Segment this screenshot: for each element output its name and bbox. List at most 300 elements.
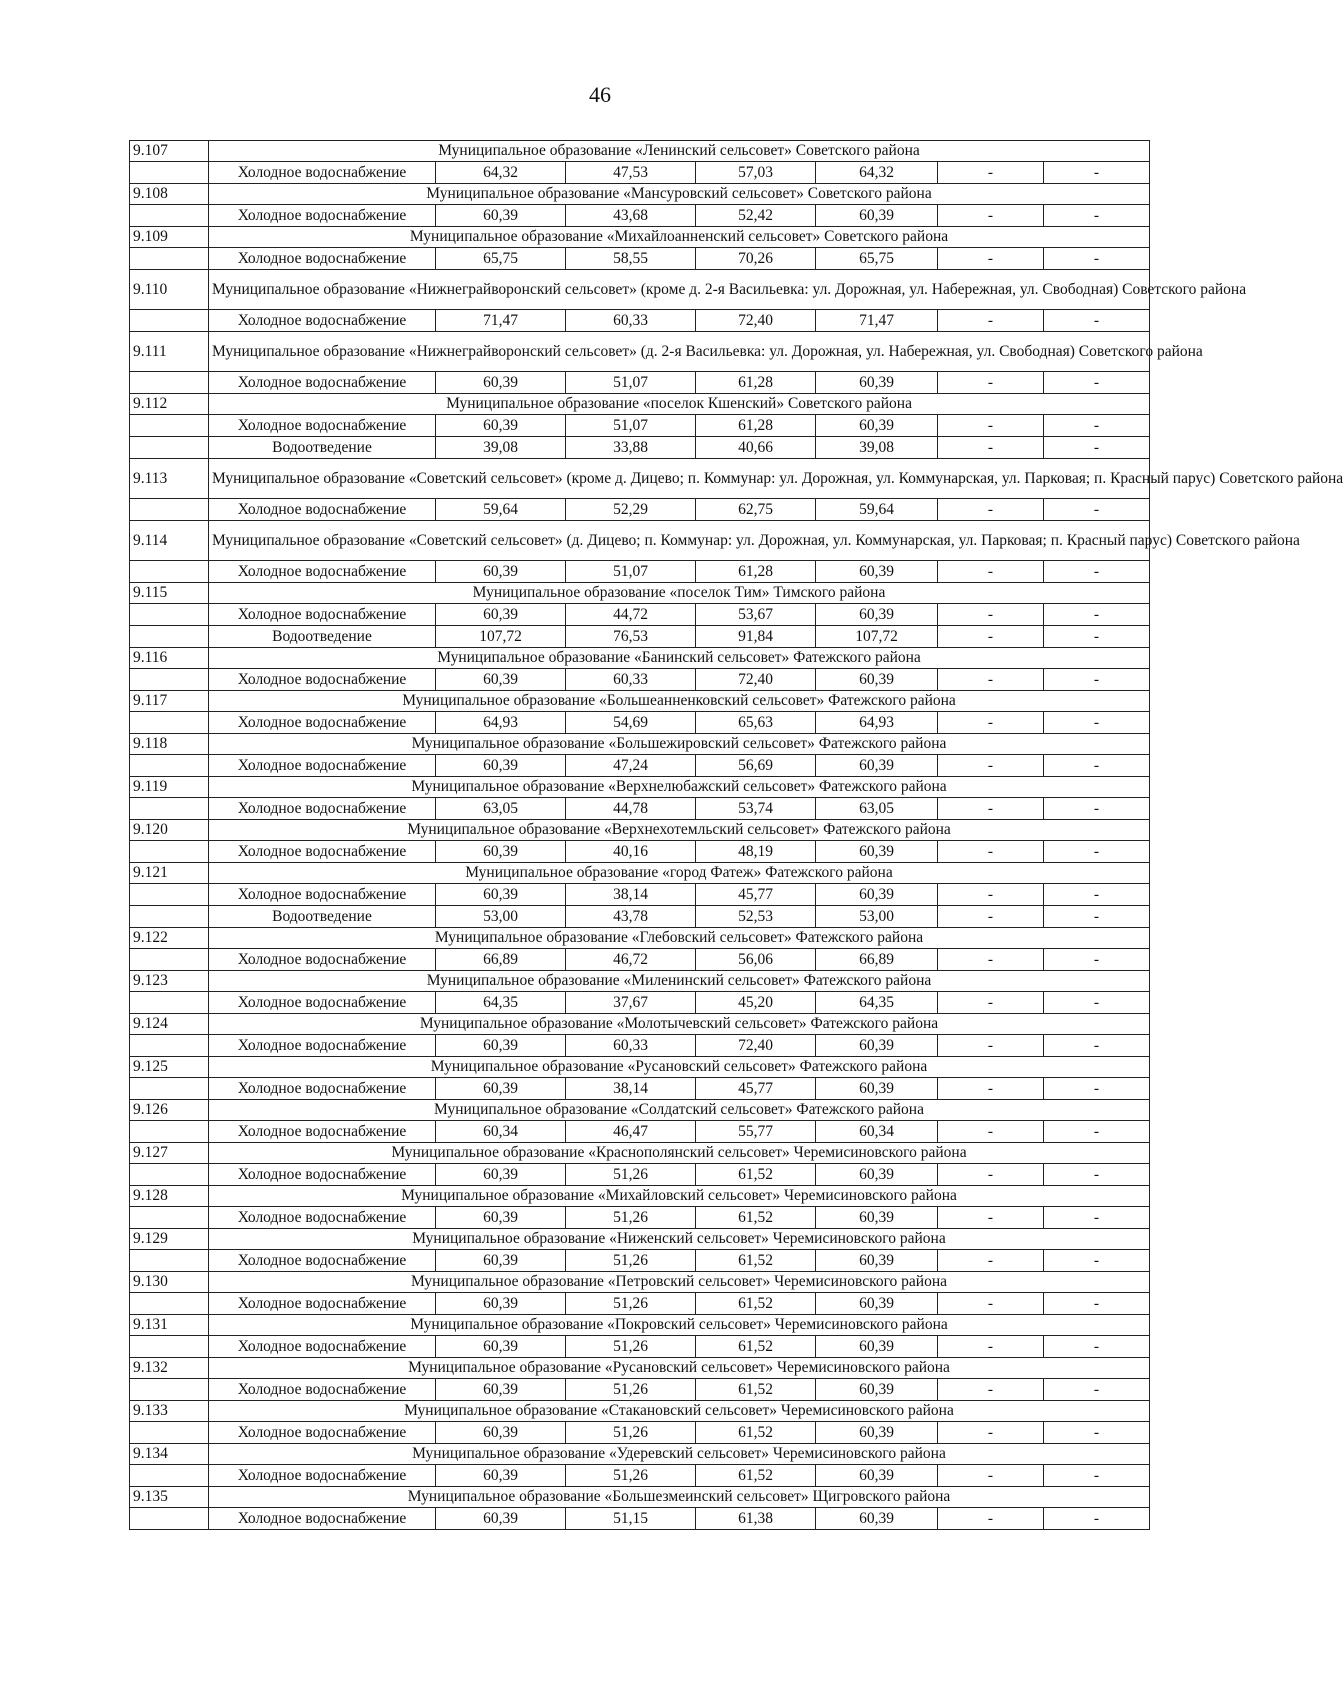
service-row <box>130 1121 1150 1143</box>
group-title: Муниципальное образование «Нижнеграйворонский сельсовет» (кроме д. 2-я Васильевка: ул. Дорожная, ул. Набережная, ул. Свободная) Советского района <box>209 270 1150 310</box>
page-number: 46 <box>589 82 611 107</box>
group-header-row <box>130 863 1150 884</box>
group-number: 9.123 <box>130 971 209 992</box>
value-col-3: 53,67 <box>696 604 816 626</box>
value-col-6: - <box>1044 248 1150 270</box>
group-title: Муниципальное образование «город Фатеж» Фатежского района <box>209 863 1150 884</box>
group-number: 9.116 <box>130 648 209 669</box>
group-header-row <box>130 1444 1150 1465</box>
value-col-6: - <box>1044 1379 1150 1401</box>
value-col-3: 61,52 <box>696 1250 816 1272</box>
service-name: Холодное водоснабжение <box>209 205 436 227</box>
group-header-row <box>130 1143 1150 1164</box>
value-col-1: 59,64 <box>436 499 566 521</box>
value-col-1: 60,39 <box>436 669 566 691</box>
group-title: Муниципальное образование «поселок Тим» Тимского района <box>209 583 1150 604</box>
value-col-5: - <box>938 798 1044 820</box>
value-col-2: 46,72 <box>566 949 696 971</box>
service-name: Холодное водоснабжение <box>209 1164 436 1186</box>
value-col-4: 60,39 <box>816 1422 938 1444</box>
service-row <box>130 1164 1150 1186</box>
empty-cell <box>130 1465 209 1487</box>
group-title: Муниципальное образование «Русановский сельсовет» Черемисиновского района <box>209 1358 1150 1379</box>
value-col-1: 65,75 <box>436 248 566 270</box>
empty-cell <box>130 755 209 777</box>
value-col-3: 61,38 <box>696 1508 816 1530</box>
empty-cell <box>130 162 209 184</box>
value-col-3: 61,52 <box>696 1422 816 1444</box>
value-col-4: 60,39 <box>816 669 938 691</box>
group-header-row <box>130 459 1150 499</box>
value-col-4: 60,39 <box>816 372 938 394</box>
value-col-1: 39,08 <box>436 437 566 459</box>
group-number: 9.120 <box>130 820 209 841</box>
service-row <box>130 1508 1150 1530</box>
empty-cell <box>130 669 209 691</box>
service-row <box>130 205 1150 227</box>
service-name: Холодное водоснабжение <box>209 669 436 691</box>
value-col-1: 60,39 <box>436 415 566 437</box>
value-col-6: - <box>1044 798 1150 820</box>
group-title: Муниципальное образование «Стакановский сельсовет» Черемисиновского района <box>209 1401 1150 1422</box>
empty-cell <box>130 841 209 863</box>
value-col-1: 60,39 <box>436 1164 566 1186</box>
group-header-row <box>130 184 1150 205</box>
service-name: Холодное водоснабжение <box>209 1465 436 1487</box>
value-col-6: - <box>1044 1035 1150 1057</box>
service-row <box>130 437 1150 459</box>
empty-cell <box>130 1035 209 1057</box>
value-col-5: - <box>938 1293 1044 1315</box>
group-header-row <box>130 971 1150 992</box>
value-col-2: 51,26 <box>566 1207 696 1229</box>
service-row <box>130 1465 1150 1487</box>
group-number: 9.131 <box>130 1315 209 1336</box>
value-col-6: - <box>1044 712 1150 734</box>
service-row <box>130 1379 1150 1401</box>
service-name: Водоотведение <box>209 906 436 928</box>
value-col-3: 53,74 <box>696 798 816 820</box>
group-number: 9.117 <box>130 691 209 712</box>
value-col-4: 60,39 <box>816 1207 938 1229</box>
value-col-2: 37,67 <box>566 992 696 1014</box>
value-col-6: - <box>1044 906 1150 928</box>
value-col-6: - <box>1044 884 1150 906</box>
service-row <box>130 248 1150 270</box>
group-header-row <box>130 691 1150 712</box>
value-col-4: 64,93 <box>816 712 938 734</box>
service-name: Холодное водоснабжение <box>209 884 436 906</box>
value-col-6: - <box>1044 415 1150 437</box>
service-row <box>130 884 1150 906</box>
value-col-3: 45,20 <box>696 992 816 1014</box>
value-col-3: 57,03 <box>696 162 816 184</box>
group-number: 9.132 <box>130 1358 209 1379</box>
value-col-4: 60,39 <box>816 1293 938 1315</box>
value-col-2: 51,26 <box>566 1422 696 1444</box>
value-col-6: - <box>1044 1336 1150 1358</box>
value-col-1: 60,39 <box>436 841 566 863</box>
value-col-1: 64,93 <box>436 712 566 734</box>
value-col-5: - <box>938 841 1044 863</box>
value-col-4: 60,39 <box>816 415 938 437</box>
group-number: 9.110 <box>130 270 209 310</box>
group-title: Муниципальное образование «Удеревский сельсовет» Черемисиновского района <box>209 1444 1150 1465</box>
value-col-2: 43,78 <box>566 906 696 928</box>
group-title: Муниципальное образование «Банинский сельсовет» Фатежского района <box>209 648 1150 669</box>
value-col-4: 60,34 <box>816 1121 938 1143</box>
value-col-2: 60,33 <box>566 669 696 691</box>
value-col-1: 107,72 <box>436 626 566 648</box>
service-row <box>130 499 1150 521</box>
value-col-3: 72,40 <box>696 1035 816 1057</box>
value-col-5: - <box>938 1207 1044 1229</box>
service-name: Холодное водоснабжение <box>209 1336 436 1358</box>
group-number: 9.129 <box>130 1229 209 1250</box>
group-title: Муниципальное образование «Советский сельсовет» (д. Дицево; п. Коммунар: ул. Дорожная, ул. Коммунарская, ул. Парковая; п. Красный парус) Советского района <box>209 521 1150 561</box>
empty-cell <box>130 1379 209 1401</box>
service-name: Холодное водоснабжение <box>209 1078 436 1100</box>
group-number: 9.109 <box>130 227 209 248</box>
value-col-6: - <box>1044 1293 1150 1315</box>
value-col-1: 60,39 <box>436 1336 566 1358</box>
value-col-3: 62,75 <box>696 499 816 521</box>
group-number: 9.112 <box>130 394 209 415</box>
service-name: Холодное водоснабжение <box>209 415 436 437</box>
value-col-2: 51,07 <box>566 415 696 437</box>
group-number: 9.118 <box>130 734 209 755</box>
value-col-4: 60,39 <box>816 884 938 906</box>
service-name: Холодное водоснабжение <box>209 755 436 777</box>
value-col-3: 52,42 <box>696 205 816 227</box>
group-title: Муниципальное образование «Нижнеграйворонский сельсовет» (д. 2-я Васильевка: ул. Дорожная, ул. Набережная, ул. Свободная) Советского района <box>209 332 1150 372</box>
value-col-6: - <box>1044 626 1150 648</box>
empty-cell <box>130 205 209 227</box>
group-title: Муниципальное образование «Верхнелюбажский сельсовет» Фатежского района <box>209 777 1150 798</box>
value-col-5: - <box>938 626 1044 648</box>
group-title: Муниципальное образование «поселок Кшенский» Советского района <box>209 394 1150 415</box>
group-number: 9.121 <box>130 863 209 884</box>
group-title: Муниципальное образование «Ленинский сельсовет» Советского района <box>209 141 1150 162</box>
empty-cell <box>130 1336 209 1358</box>
group-title: Муниципальное образование «Михайловский сельсовет» Черемисиновского района <box>209 1186 1150 1207</box>
value-col-4: 64,32 <box>816 162 938 184</box>
service-row <box>130 712 1150 734</box>
service-name: Холодное водоснабжение <box>209 1121 436 1143</box>
value-col-5: - <box>938 415 1044 437</box>
value-col-5: - <box>938 1422 1044 1444</box>
empty-cell <box>130 712 209 734</box>
group-header-row <box>130 820 1150 841</box>
service-name: Холодное водоснабжение <box>209 248 436 270</box>
group-title: Муниципальное образование «Русановский сельсовет» Фатежского района <box>209 1057 1150 1078</box>
value-col-1: 60,34 <box>436 1121 566 1143</box>
group-header-row <box>130 1057 1150 1078</box>
value-col-3: 61,52 <box>696 1465 816 1487</box>
value-col-6: - <box>1044 372 1150 394</box>
value-col-3: 56,06 <box>696 949 816 971</box>
group-header-row <box>130 394 1150 415</box>
value-col-5: - <box>938 884 1044 906</box>
value-col-4: 60,39 <box>816 1336 938 1358</box>
value-col-5: - <box>938 1078 1044 1100</box>
group-number: 9.107 <box>130 141 209 162</box>
group-title: Муниципальное образование «Молотычевский сельсовет» Фатежского района <box>209 1014 1150 1035</box>
group-header-row <box>130 521 1150 561</box>
value-col-3: 40,66 <box>696 437 816 459</box>
value-col-2: 51,26 <box>566 1379 696 1401</box>
value-col-5: - <box>938 906 1044 928</box>
group-header-row <box>130 1014 1150 1035</box>
value-col-4: 63,05 <box>816 798 938 820</box>
group-number: 9.119 <box>130 777 209 798</box>
value-col-4: 60,39 <box>816 755 938 777</box>
service-row <box>130 310 1150 332</box>
value-col-5: - <box>938 1465 1044 1487</box>
service-row <box>130 755 1150 777</box>
service-row <box>130 1078 1150 1100</box>
service-name: Холодное водоснабжение <box>209 1293 436 1315</box>
value-col-5: - <box>938 162 1044 184</box>
service-name: Холодное водоснабжение <box>209 949 436 971</box>
value-col-3: 55,77 <box>696 1121 816 1143</box>
group-number: 9.128 <box>130 1186 209 1207</box>
value-col-3: 72,40 <box>696 310 816 332</box>
value-col-5: - <box>938 1164 1044 1186</box>
value-col-3: 48,19 <box>696 841 816 863</box>
group-title: Муниципальное образование «Покровский сельсовет» Черемисиновского района <box>209 1315 1150 1336</box>
value-col-3: 61,28 <box>696 372 816 394</box>
value-col-2: 44,72 <box>566 604 696 626</box>
group-header-row <box>130 1186 1150 1207</box>
value-col-3: 91,84 <box>696 626 816 648</box>
value-col-6: - <box>1044 669 1150 691</box>
value-col-5: - <box>938 1035 1044 1057</box>
group-number: 9.134 <box>130 1444 209 1465</box>
service-row <box>130 906 1150 928</box>
empty-cell <box>130 437 209 459</box>
group-header-row <box>130 1315 1150 1336</box>
empty-cell <box>130 561 209 583</box>
value-col-3: 61,52 <box>696 1207 816 1229</box>
value-col-2: 47,24 <box>566 755 696 777</box>
group-number: 9.124 <box>130 1014 209 1035</box>
group-number: 9.122 <box>130 928 209 949</box>
value-col-3: 45,77 <box>696 884 816 906</box>
value-col-5: - <box>938 205 1044 227</box>
value-col-5: - <box>938 1250 1044 1272</box>
service-name: Холодное водоснабжение <box>209 798 436 820</box>
empty-cell <box>130 626 209 648</box>
value-col-4: 60,39 <box>816 205 938 227</box>
value-col-2: 43,68 <box>566 205 696 227</box>
value-col-5: - <box>938 437 1044 459</box>
empty-cell <box>130 604 209 626</box>
value-col-1: 71,47 <box>436 310 566 332</box>
value-col-5: - <box>938 248 1044 270</box>
group-header-row <box>130 1401 1150 1422</box>
value-col-3: 61,28 <box>696 561 816 583</box>
group-number: 9.126 <box>130 1100 209 1121</box>
value-col-6: - <box>1044 1508 1150 1530</box>
value-col-6: - <box>1044 1207 1150 1229</box>
value-col-4: 107,72 <box>816 626 938 648</box>
group-title: Муниципальное образование «Миленинский сельсовет» Фатежского района <box>209 971 1150 992</box>
service-name: Водоотведение <box>209 626 436 648</box>
service-name: Холодное водоснабжение <box>209 1250 436 1272</box>
value-col-5: - <box>938 372 1044 394</box>
service-row <box>130 1250 1150 1272</box>
value-col-1: 60,39 <box>436 884 566 906</box>
value-col-2: 47,53 <box>566 162 696 184</box>
value-col-5: - <box>938 992 1044 1014</box>
value-col-2: 51,26 <box>566 1336 696 1358</box>
value-col-5: - <box>938 1379 1044 1401</box>
group-title: Муниципальное образование «Большеанненковский сельсовет» Фатежского района <box>209 691 1150 712</box>
value-col-1: 60,39 <box>436 604 566 626</box>
value-col-2: 58,55 <box>566 248 696 270</box>
value-col-4: 39,08 <box>816 437 938 459</box>
value-col-2: 51,07 <box>566 372 696 394</box>
value-col-5: - <box>938 561 1044 583</box>
value-col-1: 60,39 <box>436 1508 566 1530</box>
service-row <box>130 949 1150 971</box>
empty-cell <box>130 906 209 928</box>
value-col-6: - <box>1044 437 1150 459</box>
empty-cell <box>130 992 209 1014</box>
group-number: 9.114 <box>130 521 209 561</box>
value-col-4: 60,39 <box>816 1164 938 1186</box>
group-number: 9.133 <box>130 1401 209 1422</box>
group-title: Муниципальное образование «Краснополянский сельсовет» Черемисиновского района <box>209 1143 1150 1164</box>
value-col-2: 51,26 <box>566 1293 696 1315</box>
service-name: Водоотведение <box>209 437 436 459</box>
value-col-3: 65,63 <box>696 712 816 734</box>
empty-cell <box>130 499 209 521</box>
value-col-5: - <box>938 499 1044 521</box>
empty-cell <box>130 310 209 332</box>
value-col-6: - <box>1044 1121 1150 1143</box>
empty-cell <box>130 798 209 820</box>
value-col-6: - <box>1044 499 1150 521</box>
service-row <box>130 415 1150 437</box>
service-row <box>130 1293 1150 1315</box>
value-col-2: 51,26 <box>566 1164 696 1186</box>
service-name: Холодное водоснабжение <box>209 162 436 184</box>
group-number: 9.125 <box>130 1057 209 1078</box>
group-number: 9.115 <box>130 583 209 604</box>
value-col-1: 53,00 <box>436 906 566 928</box>
empty-cell <box>130 372 209 394</box>
value-col-2: 52,29 <box>566 499 696 521</box>
value-col-6: - <box>1044 755 1150 777</box>
group-header-row <box>130 227 1150 248</box>
value-col-2: 38,14 <box>566 1078 696 1100</box>
value-col-2: 54,69 <box>566 712 696 734</box>
empty-cell <box>130 1422 209 1444</box>
value-col-1: 60,39 <box>436 1078 566 1100</box>
value-col-6: - <box>1044 561 1150 583</box>
value-col-6: - <box>1044 1422 1150 1444</box>
value-col-1: 60,39 <box>436 1250 566 1272</box>
service-name: Холодное водоснабжение <box>209 561 436 583</box>
value-col-3: 61,52 <box>696 1379 816 1401</box>
value-col-6: - <box>1044 1465 1150 1487</box>
service-name: Холодное водоснабжение <box>209 712 436 734</box>
service-row <box>130 1207 1150 1229</box>
group-header-row <box>130 1100 1150 1121</box>
value-col-1: 64,35 <box>436 992 566 1014</box>
group-header-row <box>130 1487 1150 1508</box>
value-col-4: 60,39 <box>816 1250 938 1272</box>
value-col-6: - <box>1044 310 1150 332</box>
value-col-2: 51,07 <box>566 561 696 583</box>
empty-cell <box>130 884 209 906</box>
value-col-4: 60,39 <box>816 841 938 863</box>
group-number: 9.127 <box>130 1143 209 1164</box>
group-header-row <box>130 648 1150 669</box>
value-col-3: 72,40 <box>696 669 816 691</box>
value-col-2: 38,14 <box>566 884 696 906</box>
value-col-6: - <box>1044 205 1150 227</box>
group-number: 9.135 <box>130 1487 209 1508</box>
tariff-table <box>129 140 1343 1530</box>
value-col-4: 60,39 <box>816 1078 938 1100</box>
service-name: Холодное водоснабжение <box>209 1422 436 1444</box>
value-col-6: - <box>1044 1250 1150 1272</box>
value-col-1: 60,39 <box>436 1379 566 1401</box>
empty-cell <box>130 1164 209 1186</box>
service-row <box>130 162 1150 184</box>
group-title: Муниципальное образование «Большежировский сельсовет» Фатежского района <box>209 734 1150 755</box>
value-col-5: - <box>938 310 1044 332</box>
service-name: Холодное водоснабжение <box>209 499 436 521</box>
group-header-row <box>130 583 1150 604</box>
group-title: Муниципальное образование «Глебовский сельсовет» Фатежского района <box>209 928 1150 949</box>
value-col-5: - <box>938 1121 1044 1143</box>
value-col-5: - <box>938 669 1044 691</box>
group-header-row <box>130 1358 1150 1379</box>
empty-cell <box>130 248 209 270</box>
group-title: Муниципальное образование «Ниженский сельсовет» Черемисиновского района <box>209 1229 1150 1250</box>
value-col-5: - <box>938 949 1044 971</box>
value-col-1: 60,39 <box>436 561 566 583</box>
value-col-4: 60,39 <box>816 1508 938 1530</box>
value-col-6: - <box>1044 604 1150 626</box>
value-col-6: - <box>1044 1164 1150 1186</box>
service-name: Холодное водоснабжение <box>209 841 436 863</box>
value-col-2: 51,15 <box>566 1508 696 1530</box>
value-col-3: 45,77 <box>696 1078 816 1100</box>
value-col-4: 60,39 <box>816 604 938 626</box>
value-col-2: 33,88 <box>566 437 696 459</box>
service-name: Холодное водоснабжение <box>209 604 436 626</box>
group-title: Муниципальное образование «Большезмеинский сельсовет» Щигровского района <box>209 1487 1150 1508</box>
value-col-1: 66,89 <box>436 949 566 971</box>
service-row <box>130 1336 1150 1358</box>
group-header-row <box>130 1272 1150 1293</box>
value-col-1: 60,39 <box>436 1465 566 1487</box>
value-col-2: 60,33 <box>566 310 696 332</box>
group-number: 9.130 <box>130 1272 209 1293</box>
value-col-5: - <box>938 712 1044 734</box>
value-col-5: - <box>938 1336 1044 1358</box>
value-col-3: 61,52 <box>696 1164 816 1186</box>
value-col-2: 60,33 <box>566 1035 696 1057</box>
group-header-row <box>130 734 1150 755</box>
value-col-3: 56,69 <box>696 755 816 777</box>
group-number: 9.111 <box>130 332 209 372</box>
